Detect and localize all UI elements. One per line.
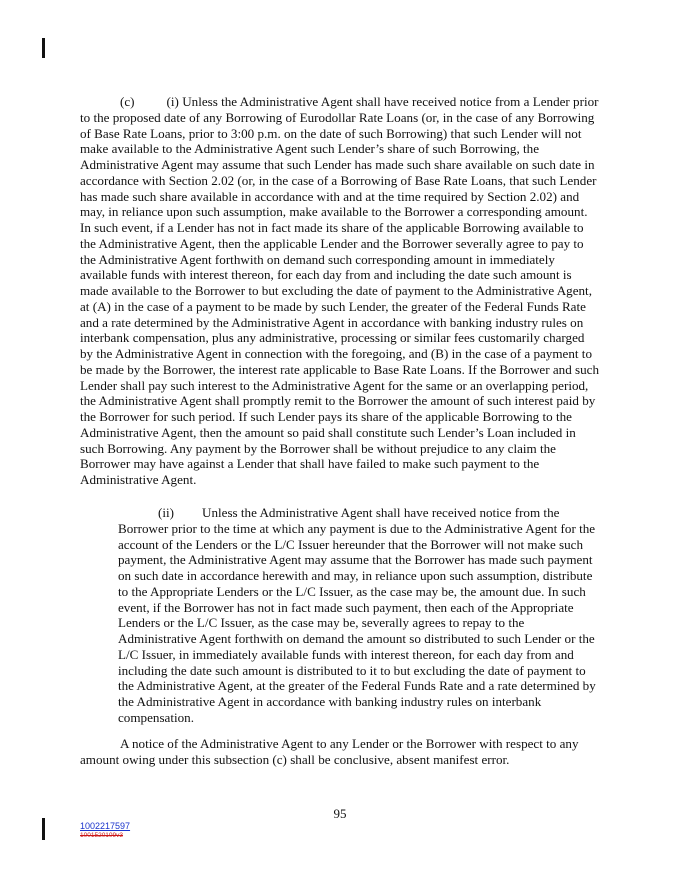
paragraph-ii-text: Unless the Administrative Agent shall have received notice from the Borrower prior to the time at which any payment is due to the Administrative Agent for the account of the Lenders or the L/C Issuer hereunder that the Borrower will not make such payment, the Administrative Agent may assume that the Borrower has made such payment on such date in accordance herewith and may, in reliance upon such assumption, distribute to the Appropriate Lenders or the L/C Issuer, as the case may be, the amount due. In such event, if the Borrower has not in fact made such payment, then each of the Appropriate Lenders or the L/C Issuer, as the case may be, severally agrees to repay to the Administrative Agent forthwith on demand the amount so distributed to such Lender or the L/C Issuer, in immediately available funds with interest thereon, for each day from and including the date such amount is distributed to it to but excluding the date of payment to the Administrative Agent, at the greater of the Federal Funds Rate and a rate determined by the Administrative Agent in accordance with banking industry rules on interbank compensation. <box>118 505 596 725</box>
paragraph-ii <box>118 505 603 726</box>
revision-margin-bar-top <box>42 38 45 58</box>
revision-margin-bar-bottom <box>42 818 45 840</box>
paragraph-notice <box>80 736 600 768</box>
paragraph-c-text: Unless the Administrative Agent shall have received notice from a Lender prior to the proposed date of any Borrowing of Eurodollar Rate Loans (or, in the case of any Borrowing of Base Rate Loans, prior to 3:00 p.m. on the date of such Borrowing) that such Lender will not make available to the Administrative Agent such Lender’s share of such Borrowing, the Administrative Agent may assume that such Lender has made such share available on such date in accordance with Section 2.02 (or, in the case of a Borrowing of Base Rate Loans, that such Lender has made such share available in accordance with and at the time required by Section 2.02) and may, in reliance upon such assumption, make available to the Borrower a corresponding amount. In such event, if a Lender has not in fact made its share of the applicable Borrowing available to the Administrative Agent, then the applicable Lender and the Borrower severally agree to pay to the Administrative Agent forthwith on demand such corresponding amount in immediately available funds with interest thereon, for each day from and including the date such amount is made available to the Borrower to but excluding the date of payment to the Administrative Agent, at (A) in the case of a payment to be made by such Lender, the greater of the Federal Funds Rate and a rate determined by the Administrative Agent in accordance with banking industry rules on interbank compensation, plus any administrative, processing or similar fees customarily charged by the Administrative Agent in connection with the foregoing, and (B) in the case of a payment to be made by the Borrower, the interest rate applicable to Base Rate Loans. If the Borrower and such Lender shall pay such interest to the Administrative Agent for the same or an overlapping period, the Administrative Agent shall promptly remit to the Borrower the amount of such interest paid by the Borrower for such period. If such Lender pays its share of the applicable Borrowing to the Administrative Agent, then the amount so paid shall constitute such Lender’s Loan included in such Borrowing. Any payment by the Borrower shall be without prejudice to any claim the Borrower may have against a Lender that shall have failed to make such payment to the Administrative Agent. <box>80 94 600 487</box>
paragraph-notice-text: A notice of the Administrative Agent to any Lender or the Borrower with respect to any amount owing under this subsection (c) shall be conclusive, absent manifest error. <box>80 736 579 767</box>
paragraph-c <box>80 94 600 488</box>
paragraph-c-sub-label: (i) <box>166 94 179 109</box>
paragraph-ii-label: (ii) <box>158 505 174 520</box>
footer-document-id: 1002217597 <box>80 821 131 831</box>
paragraph-c-label: (c) <box>120 94 135 109</box>
page-number: 95 <box>333 806 347 821</box>
footer-old-document-id: 1001520109v3 <box>80 832 124 839</box>
